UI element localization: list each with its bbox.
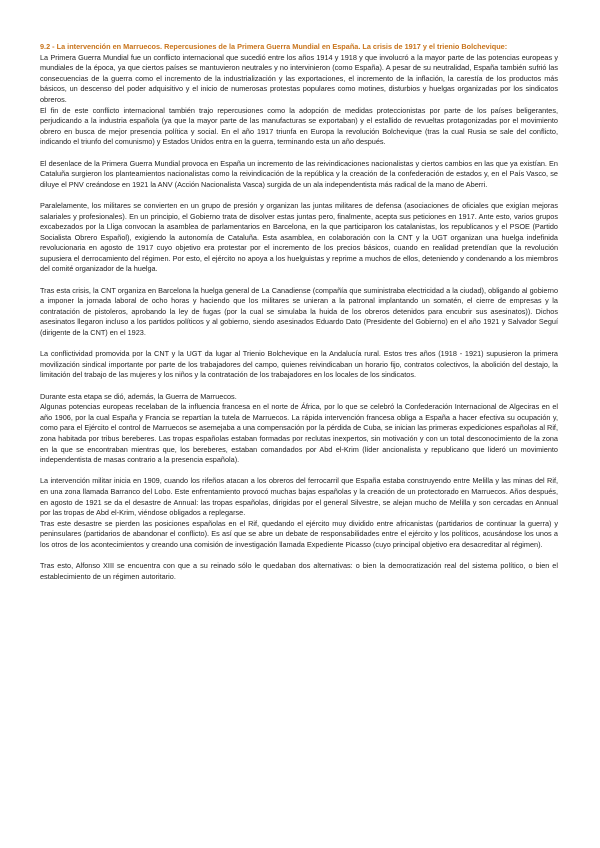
paragraph-trienio-bolchevique: La conflictividad promovida por la CNT y la UGT da lugar al Trienio Bolchevique en la Andalucía rural. Estos tres años (1918 - 1921) supusieron la primera movilización sindical importante por parte de los trabajadores del campo, quienes reivindicaban un horario fijo, contratos colectivos, la abolición del destajo, la limitación del trabajo de las mujeres y los niños y la contratación de los trabajadores en los locales de los sindicatos.	[40, 349, 558, 380]
paragraph-alfonso-xiii: Tras esto, Alfonso XIII se encuentra con que a su reinado sólo le quedaban dos alternativas: o bien la democratización real del sistema político, o bien el establecimiento de un régimen autoritario.	[40, 561, 558, 581]
document-page	[40, 42, 558, 593]
paragraph-annual-aftermath: Tras este desastre se pierden las posiciones españolas en el Rif, quedando el ejército muy dividido entre africanistas (partidarios de continuar la guerra) y peninsulares (partidarios de abandonar el conflicto). Es así que se abre un debate de responsabilidades entre el ejército y los políticos, acusándose los unos a los otros de los acontecimientos y creando una comisión de investigación llamada Expediente Picasso (cuyo principal objetivo era desacreditar al régimen).	[40, 518, 558, 549]
paragraph-ww1-consequences: La Primera Guerra Mundial fue un conflicto internacional que sucedió entre los años 1914 y 1918 y que involucró a la mayor parte de las potencias europeas y mundiales de la época, ya que ciertos países se mantuvieron neutrales y no intervinieron (como España). A pesar de su neutralidad, España también sufrió las consecuencias de la guerra como el incremento de la industrialización y las exportaciones, el incremento de la inflación, la carestía de los productos más básicos, un descenso del poder adquisitivo y el inicio de numerosas protestas populares como motines, disturbios y huelgas organizadas por los sindicatos obreros.	[40, 52, 558, 104]
paragraph-morocco-intro: Durante esta etapa se dió, además, la Guerra de Marruecos.	[40, 391, 237, 401]
paragraph-morocco-powers: Algunas potencias europeas recelaban de la influencia francesa en el norte de África, por lo que se celebró la Confederación Internacional de Algeciras en el año 1906, por la cual España y Francia se repartían la tutela de Marruecos. La rápida intervención francesa obliga a España a hacer efectiva su ocupación y, como para el Ejército el control de Marruecos se asemejaba a una compensación por la pérdida de Cuba, se inician las primeras expediciones españolas al Rif, zona habitada por tribus bereberes. Las tropas españolas estaban formadas por reclutas inexpertos, sin motivación y con un total desconocimiento de la zona en la que se encontraban mientras que, los bereberes, estaban comandados por Abd el-Krim (líder ancionalista y republicano que lideró un movimiento independentista de masas contrario a la presencia española).	[40, 402, 558, 465]
paragraph-military-juntas: Paralelamente, los militares se convierten en un grupo de presión y organizan las juntas militares de defensa (asociaciones de oficiales que exigían mejoras salariales y profesionales). En un principio, el Gobierno trata de disolver estas juntas pero, finalmente, acepta sus peticiones en 1917. Ante esto, varios grupos excabezados por la Lliga convocan la asamblea de parlamentarios en Barcelona, en la que participaron los catalanistas, los republicanos y el PSOE (Partido Socialista Obrero Español), exigiendo la autonomía de Cataluña. Esta asamblea, en colaboración con la CNT y la UGT organizan una huelga indefinida revolucionaria en agosto de 1917 cuyo objetivo era protestar por el incremento de los precios básicos, cuando en realidad pretendían que la revolución supusiera el derrocamiento del régimen. Por esto, el ejército no apoya a los huelguistas y reprime a muchos de ellos, deteniendo y condenando a los miembros del comité organizador de la huelga.	[40, 200, 558, 274]
paragraph-nationalism: El desenlace de la Primera Guerra Mundial provoca en España un incremento de las reivindicaciones nacionalistas y ciertos cambios en las que ya existían. En Cataluña surgieron los planteamientos nacionalistas como la reivindicación de la república y la creación de la confederación de estados y, en el País Vasco, se diluye el PNV creándose en 1921 la ANV (Acción Nacionalista Vasca) surgida de un ala independentista más radical de la mano de Aberri.	[40, 158, 558, 189]
paragraph-canadiense-strike: Tras esta crisis, la CNT organiza en Barcelona la huelga general de La Canadiense (compañía que suministraba electricidad a la ciudad), obligando al gobierno a imponer la jornada laboral de ocho horas y haciendo que los militares se unieran a la patronal implantando un somatén, el cierre de empresas y la contratación de pistoleros, aprobando la ley de fugas (por la cual se simulaba la huida de los obreros detenidos para encubrir sus asesinatos)). Dichos asesinatos llegaron incluso a los partidos políticos y al gobierno, siendo asesinados Eduardo Dato (Presidente del Gobierno) en el año 1921 y Salvador Seguí (dirigente de la CNT) en el 1923.	[40, 285, 558, 338]
paragraph-military-intervention: La intervención militar inicia en 1909, cuando los rifeños atacan a los obreros del ferrocarril que España estaba construyendo entre Melilla y las minas del Rif, en una zona llamada Barranco del Lobo. Este enfrentamiento provocó muchas bajas españolas y la creación de un protectorado en Marruecos. Años después, en agosto de 1921 se da el desastre de Annual: las tropas españolas, dirigidas por el general Silvestre, se alejan mucho de Melilla y son cercadas en Annual por las tropas de Abd el-Krim, viéndose obligados a replegarse.	[40, 476, 558, 518]
section-title: 9.2 - La intervención en Marruecos. Repercusiones de la Primera Guerra Mundial en España. La crisis de 1917 y el trienio Bolchevique:	[40, 42, 508, 51]
paragraph-ww1-end: El fin de este conflicto internacional también trajo repercusiones como la adopción de medidas proteccionistas por parte de los países beligerantes, perjudicando a la industria española (ya que la mayor parte de las manufacturas se exportaban) y el estallido de revueltas protagonizadas por el movimiento obrero en busca de mejor presencia política y social. En el año 1917 triunfa en Europa la revolución Bolchevique (tras la cual Rusia se sale del conflicto, indicando el triunfo del comunismo) y Estados Unidos entra en la guerra, terminando esta un año después.	[40, 105, 558, 147]
